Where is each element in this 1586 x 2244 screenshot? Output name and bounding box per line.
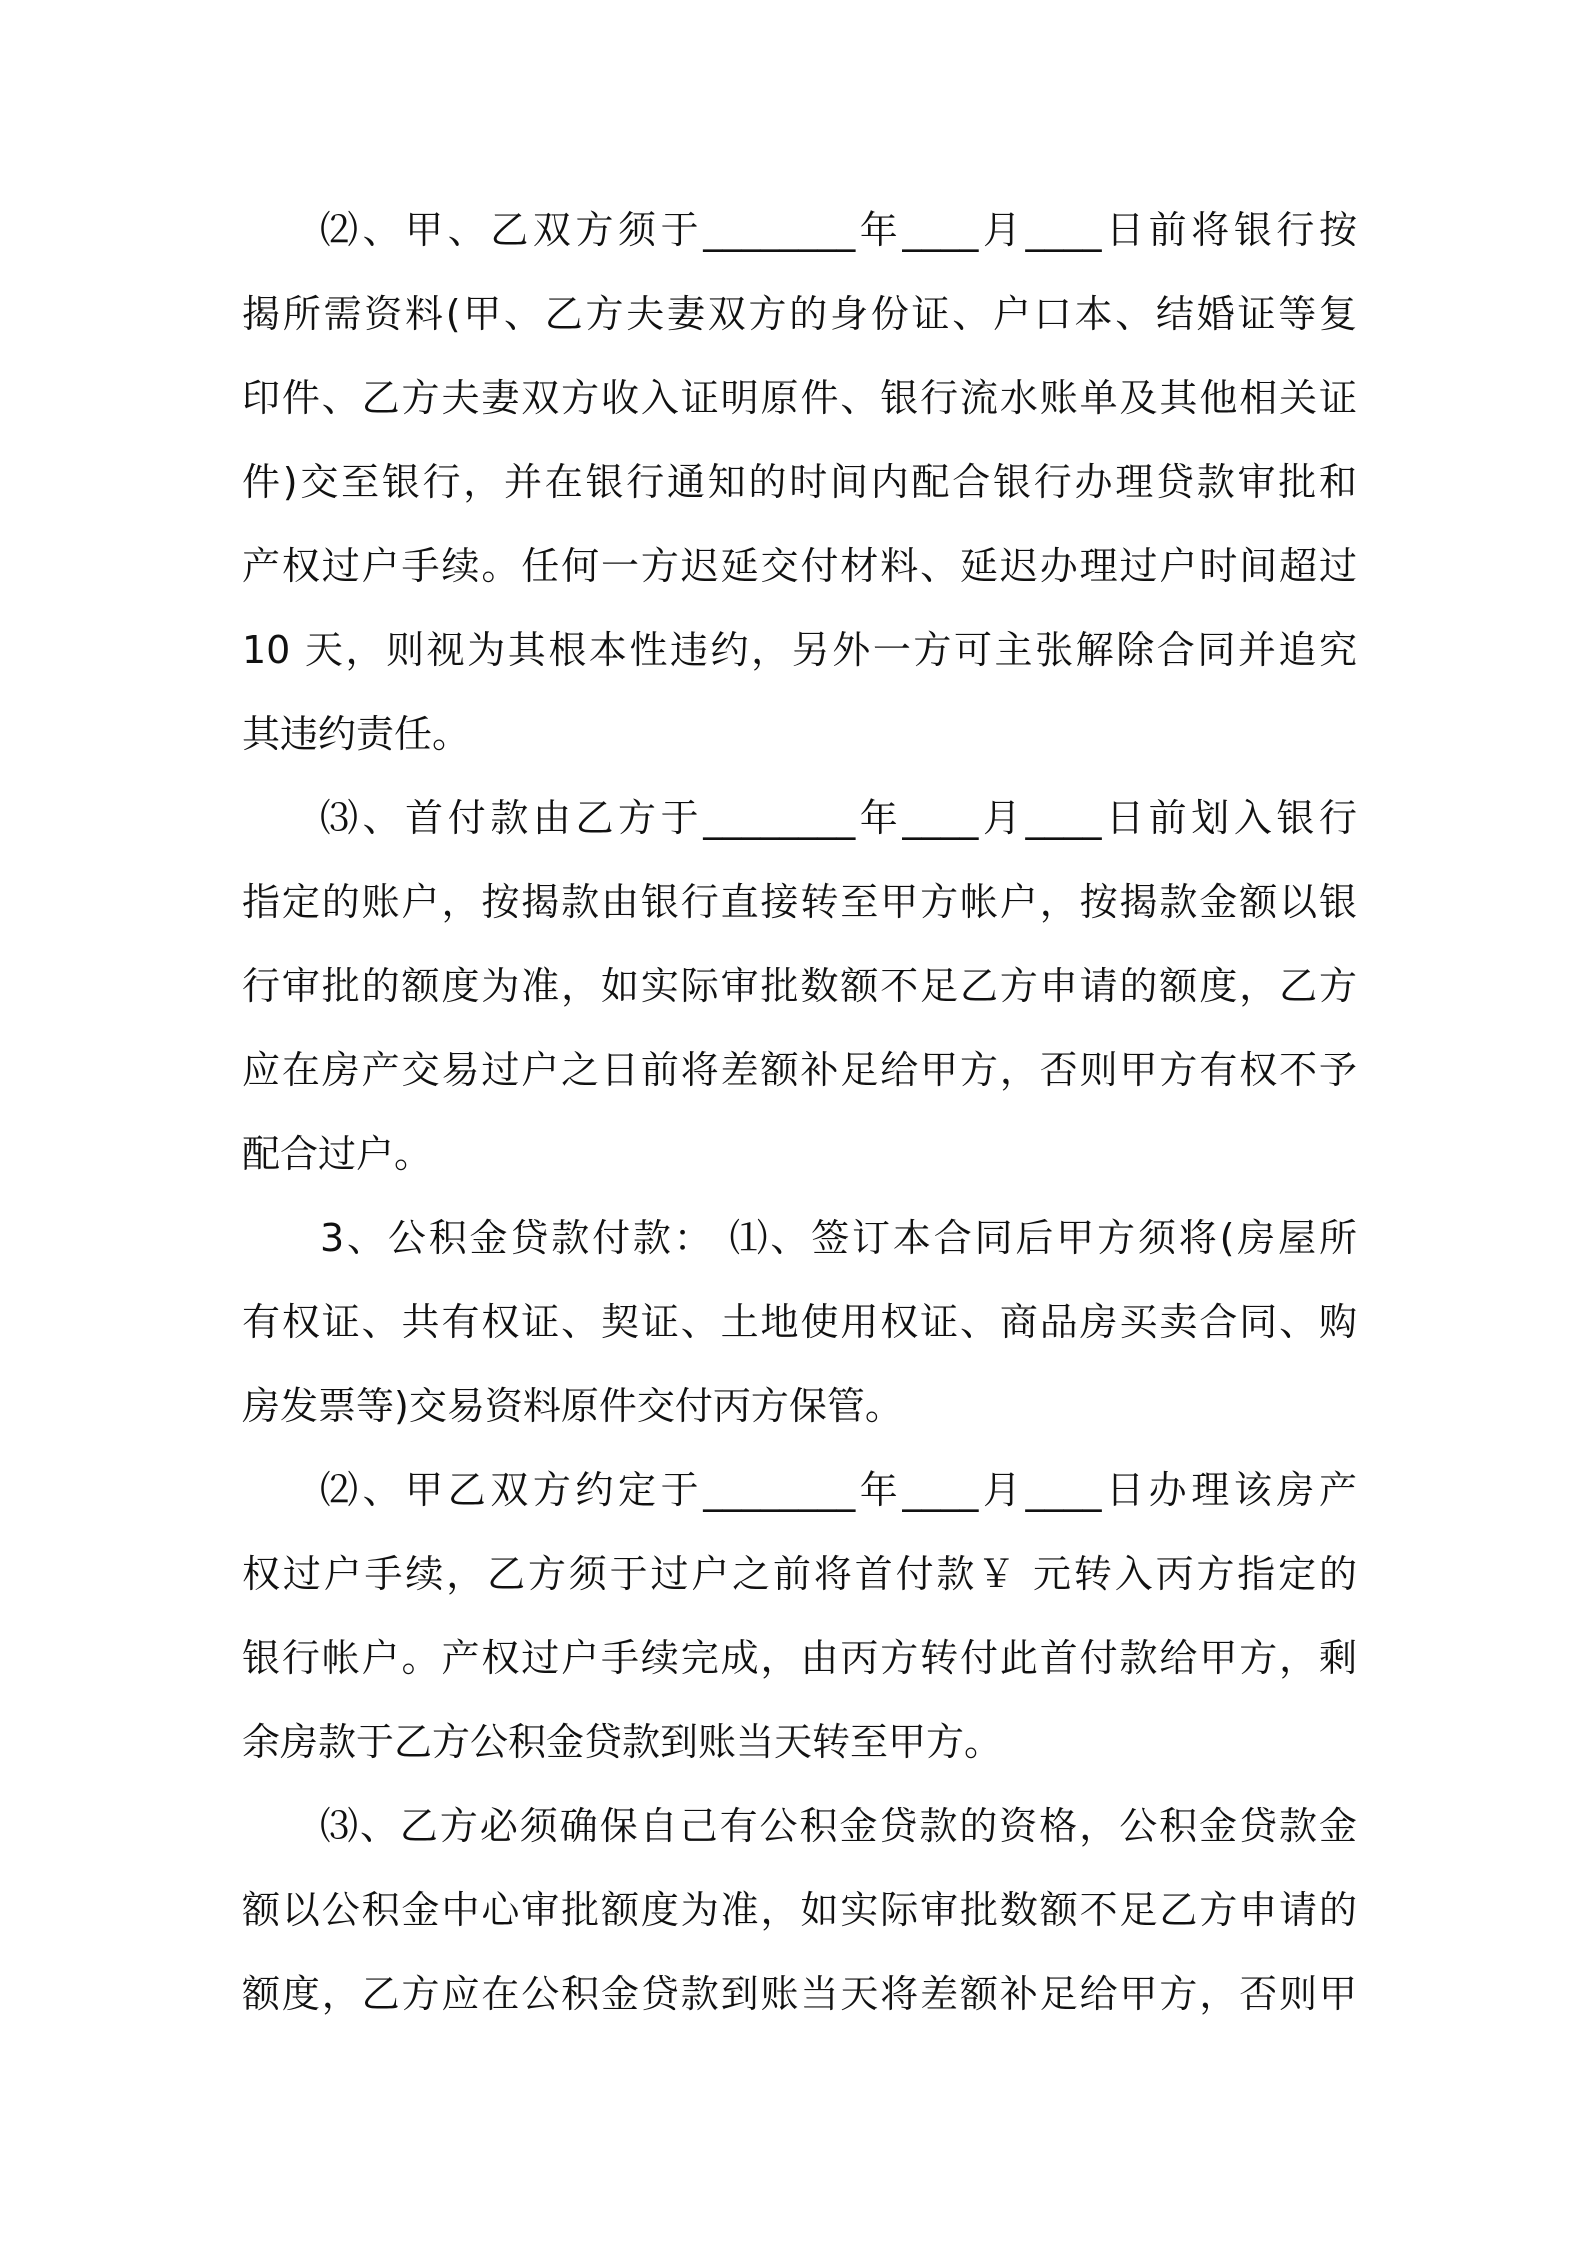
- text-line: 余房款于乙方公积金贷款到账当天转至甲方。: [242, 1720, 1003, 1764]
- text-line: 额以公积金中心审批额度为准，如实际审批数额不足乙方申请的: [242, 1888, 1357, 1932]
- text-line: 件)交至银行，并在银行通知的时间内配合银行办理贷款审批和: [242, 460, 1357, 504]
- text-line: 银行帐户。产权过户手续完成，由丙方转付此首付款给甲方，剩: [242, 1636, 1357, 1680]
- text-line: 房发票等)交易资料原件交付丙方保管。: [242, 1384, 903, 1428]
- text-line: 10 天，则视为其根本性违约，另外一方可主张解除合同并追究: [242, 628, 1357, 672]
- text-line: 指定的账户，按揭款由银行直接转至甲方帐户，按揭款金额以银: [242, 880, 1357, 924]
- text-line: 额度，乙方应在公积金贷款到账当天将差额补足给甲方，否则甲: [242, 1972, 1357, 2016]
- text-line: 行审批的额度为准，如实际审批数额不足乙方申请的额度，乙方: [242, 964, 1357, 1008]
- text-line: 有权证、共有权证、契证、土地使用权证、商品房买卖合同、购: [242, 1300, 1357, 1344]
- text-line: 揭所需资料(甲、乙方夫妻双方的身份证、户口本、结婚证等复: [242, 292, 1357, 336]
- text-line: 配合过户。: [242, 1132, 433, 1176]
- text-line: ⑵、甲、乙双方须于________年____月____日前将银行按: [320, 208, 1357, 252]
- text-line: 3、公积金贷款付款： ⑴、签订本合同后甲方须将(房屋所: [320, 1216, 1357, 1260]
- text-line: ⑶、首付款由乙方于________年____月____日前划入银行: [320, 796, 1357, 840]
- text-line: 应在房产交易过户之日前将差额补足给甲方，否则甲方有权不予: [242, 1048, 1357, 1092]
- text-line: 产权过户手续。任何一方迟延交付材料、延迟办理过户时间超过: [242, 544, 1357, 588]
- text-line: 印件、乙方夫妻双方收入证明原件、银行流水账单及其他相关证: [242, 376, 1357, 420]
- text-line: ⑶、乙方必须确保自己有公积金贷款的资格，公积金贷款金: [320, 1804, 1357, 1848]
- text-line: 权过户手续，乙方须于过户之前将首付款￥ 元转入丙方指定的: [242, 1552, 1357, 1596]
- text-line: ⑵、甲乙双方约定于________年____月____日办理该房产: [320, 1468, 1357, 1512]
- text-line: 其违约责任。: [242, 712, 471, 756]
